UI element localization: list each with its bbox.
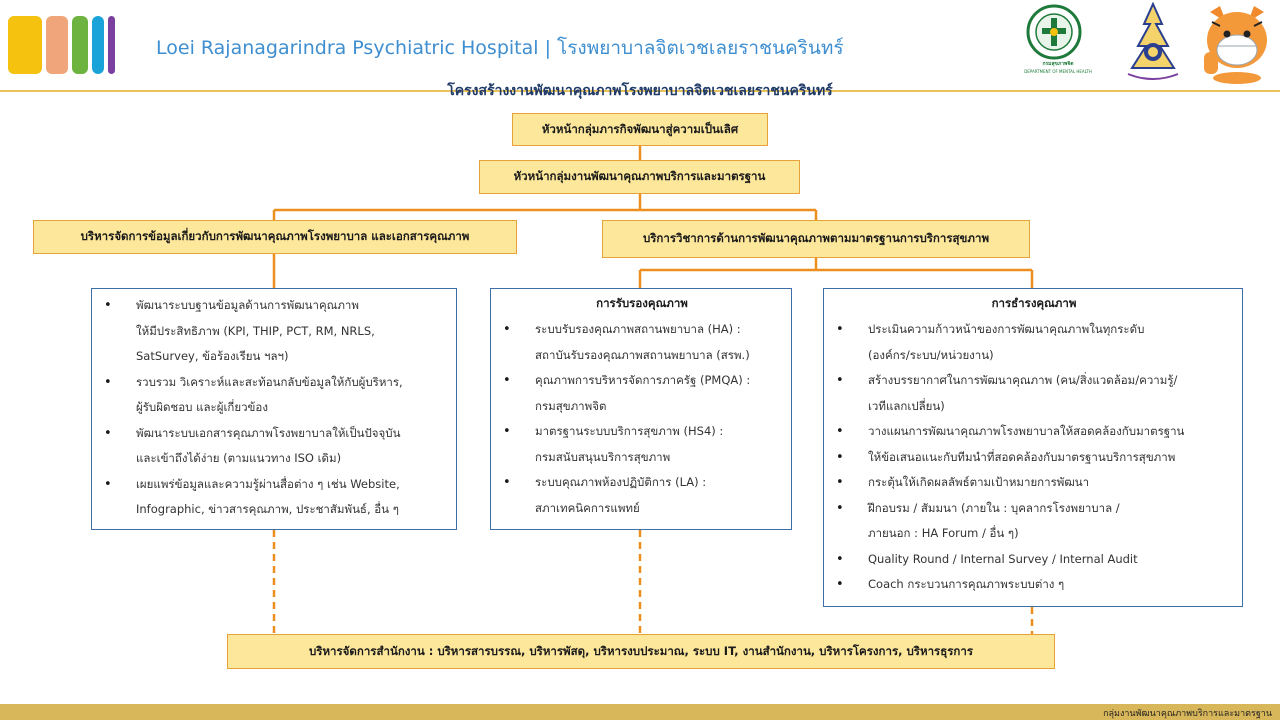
list-item: • Quality Round / Internal Survey / Internal Audit	[834, 547, 1234, 573]
org-top-box	[512, 113, 768, 146]
org-right-branch-box	[602, 220, 1030, 258]
maintenance-list	[834, 317, 1234, 598]
list-item: • พัฒนาระบบฐานข้อมูลด้านการพัฒนาคุณภาพ ให้มีประสิทธิภาพ (KPI, THIP, PCT, RM, NRLS, SatSurvey, ข้อร้องเรียน ฯลฯ)	[102, 293, 448, 370]
list-item: • กระตุ้นให้เกิดผลลัพธ์ตามเป้าหมายการพัฒนา	[834, 470, 1234, 496]
list-item: • เผยแพร่ข้อมูลและความรู้ผ่านสื่อต่าง ๆ เช่น Website, Infographic, ข่าวสารคุณภาพ, ประชาสัมพันธ์, อื่น ๆ	[102, 472, 448, 523]
org-left-branch-label: บริหารจัดการข้อมูลเกี่ยวกับการพัฒนาคุณภาพโรงพยาบาล และเอกสารคุณภาพ	[80, 229, 470, 243]
dmh-label-en: DEPARTMENT OF MENTAL HEALTH	[1024, 69, 1092, 74]
footer-bar	[0, 704, 1280, 720]
org-top-label: หัวหน้ากลุ่มภารกิจพัฒนาสู่ความเป็นเลิศ	[541, 121, 739, 136]
list-item: • วางแผนการพัฒนาคุณภาพโรงพยาบาลให้สอดคล้องกับมาตรฐาน	[834, 419, 1234, 445]
list-item: • พัฒนาระบบเอกสารคุณภาพโรงพยาบาลให้เป็นปัจจุบัน และเข้าถึงได้ง่าย (ตามแนวทาง ISO เดิม)	[102, 421, 448, 472]
list-item: • สร้างบรรยากาศในการพัฒนาคุณภาพ (คน/สิ่งแวดล้อม/ความรู้/ เวทีแลกเปลี่ยน)	[834, 368, 1234, 419]
list-item: • ระบบรับรองคุณภาพสถานพยาบาล (HA) : สถาบันรับรองคุณภาพสถานพยาบาล (สรพ.)	[501, 317, 783, 368]
list-item: • ประเมินความก้าวหน้าของการพัฒนาคุณภาพในทุกระดับ (องค์กร/ระบบ/หน่วยงาน)	[834, 317, 1234, 368]
org-second-box	[479, 160, 800, 194]
list-item: • Coach กระบวนการคุณภาพระบบต่าง ๆ	[834, 572, 1234, 598]
left-task-list	[102, 293, 448, 523]
left-task-list-box	[91, 288, 457, 530]
certification-heading: การรับรองคุณภาพ	[596, 296, 688, 310]
maintenance-list-box	[823, 288, 1243, 607]
org-second-label: หัวหน้ากลุ่มงานพัฒนาคุณภาพบริการและมาตรฐาน	[513, 169, 766, 183]
list-item: • ระบบคุณภาพห้องปฏิบัติการ (LA) : สภาเทคนิคการแพทย์	[501, 470, 783, 521]
org-bottom-label: บริหารจัดการสำนักงาน : บริหารสารบรรณ, บริหารพัสดุ, บริหารงบประมาณ, ระบบ IT, งานสำนักงาน, บริหารโครงการ, บริหารธุรการ	[308, 643, 973, 658]
maintenance-heading: การธำรงคุณภาพ	[991, 296, 1077, 310]
org-left-branch-box	[33, 220, 517, 254]
dmh-label-th: กรมสุขภาพจิต	[1042, 61, 1074, 67]
org-bottom-box	[227, 634, 1055, 669]
list-item: • มาตรฐานระบบบริการสุขภาพ (HS4) : กรมสนับสนุนบริการสุขภาพ	[501, 419, 783, 470]
certification-list-box	[490, 288, 792, 530]
footer-text: กลุ่มงานพัฒนาคุณภาพบริการและมาตรฐาน	[1103, 709, 1272, 719]
certification-list	[501, 317, 783, 521]
list-item: • ฝึกอบรม / สัมมนา (ภายใน : บุคลากรโรงพยาบาล / ภายนอก : HA Forum / อื่น ๆ)	[834, 496, 1234, 547]
list-item: • รวบรวม วิเคราะห์และสะท้อนกลับข้อมูลให้กับผู้บริหาร, ผู้รับผิดชอบ และผู้เกี่ยวข้อง	[102, 370, 448, 421]
org-right-branch-label: บริการวิชาการด้านการพัฒนาคุณภาพตามมาตรฐานการบริการสุขภาพ	[642, 231, 990, 245]
chart-title: โครงสร้างงานพัฒนาคุณภาพโรงพยาบาลจิตเวชเลยราชนครินทร์	[447, 83, 833, 99]
list-item: • คุณภาพการบริหารจัดการภาครัฐ (PMQA) : กรมสุขภาพจิต	[501, 368, 783, 419]
list-item: • ให้ข้อเสนอแนะกับทีมนำที่สอดคล้องกับมาตรฐานบริการสุขภาพ	[834, 445, 1234, 471]
site-title: Loei Rajanagarindra Psychiatric Hospital | โรงพยาบาลจิตเวชเลยราชนครินทร์	[156, 37, 844, 59]
